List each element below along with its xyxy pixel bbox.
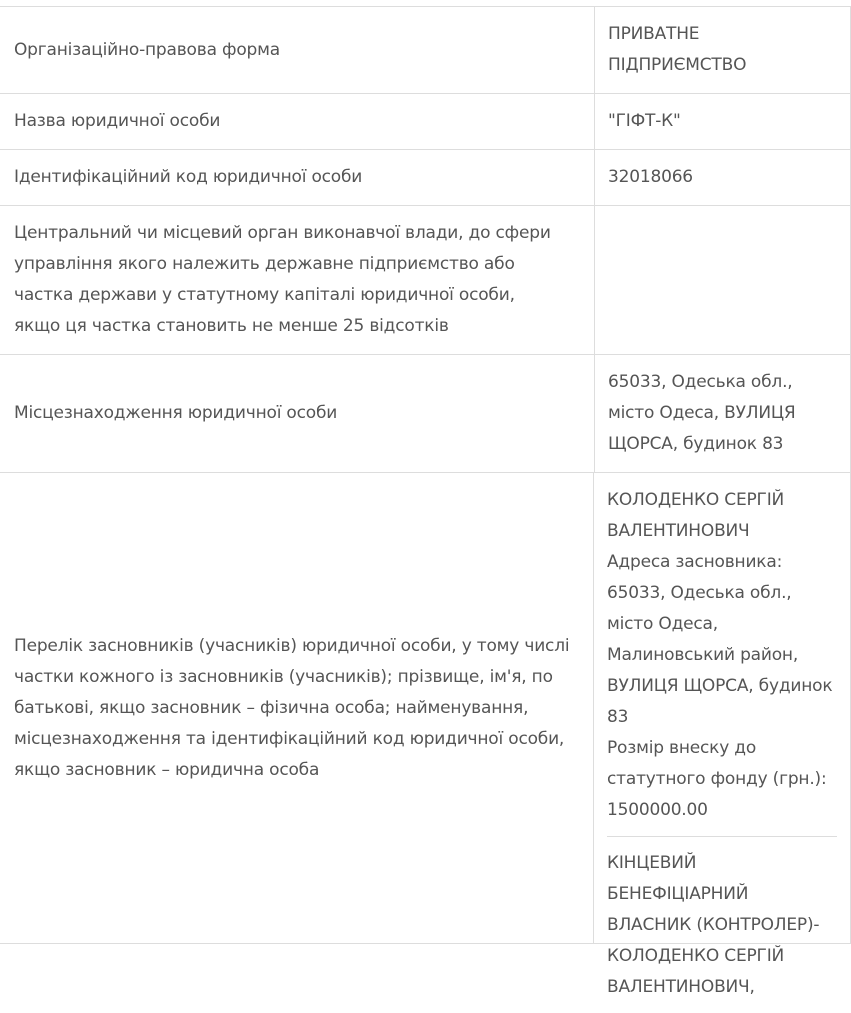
registry-table	[0, 6, 851, 997]
founders-list	[594, 473, 851, 997]
table-row-address	[0, 355, 851, 473]
row-value	[595, 206, 851, 354]
table-row-name	[0, 94, 851, 150]
row-label: Центральний чи місцевий орган виконавчої влади, до сфери управління якого належить державне підприємство або частка держави у статутному капіталі юридичної особи, якщо ця частка становить не менше 25 відсотків	[0, 206, 595, 354]
row-value: ПРИВАТНЕ ПІДПРИЄМСТВО	[595, 7, 851, 93]
founder-entry	[607, 485, 837, 836]
table-row-authority	[0, 206, 851, 355]
row-label: Організаційно-правова форма	[0, 7, 595, 93]
row-label: Назва юридичної особи	[0, 94, 595, 149]
beneficiary-name: КІНЦЕВИЙ БЕНЕФІЦІАРНИЙ ВЛАСНИК (КОНТРОЛЕР)- КОЛОДЕНКО СЕРГІЙ ВАЛЕНТИНОВИЧ,	[607, 853, 820, 997]
row-label: Перелік засновників (учасників) юридичної особи, у тому числі частки кожного із засновників (учасників); прізвище, ім'я, по батькові, якщо засновник – фізична особа; найменування, місцезнаходження та ідентифікаційний код юридичної особи, якщо засновник – юридична особа	[0, 473, 594, 943]
table-row-legal-form	[0, 7, 851, 94]
table-row-code	[0, 150, 851, 206]
row-value: 65033, Одеська обл., місто Одеса, ВУЛИЦЯ ЩОРСА, будинок 83	[595, 355, 851, 472]
beneficiary-entry	[607, 836, 837, 1013]
table-row-founders	[0, 473, 851, 997]
row-label: Ідентифікаційний код юридичної особи	[0, 150, 595, 205]
row-value: 32018066	[595, 150, 851, 205]
founder-name: КОЛОДЕНКО СЕРГІЙ ВАЛЕНТИНОВИЧ	[607, 490, 785, 541]
row-label: Місцезнаходження юридичної особи	[0, 355, 595, 472]
row-value: "ГІФТ-К"	[595, 94, 851, 149]
founder-address: Адреса засновника: 65033, Одеська обл., місто Одеса, Малиновський район, ВУЛИЦЯ ЩОРСА, будинок 83	[607, 552, 833, 727]
founder-contribution: Розмір внеску до статутного фонду (грн.): 1500000.00	[607, 738, 827, 820]
